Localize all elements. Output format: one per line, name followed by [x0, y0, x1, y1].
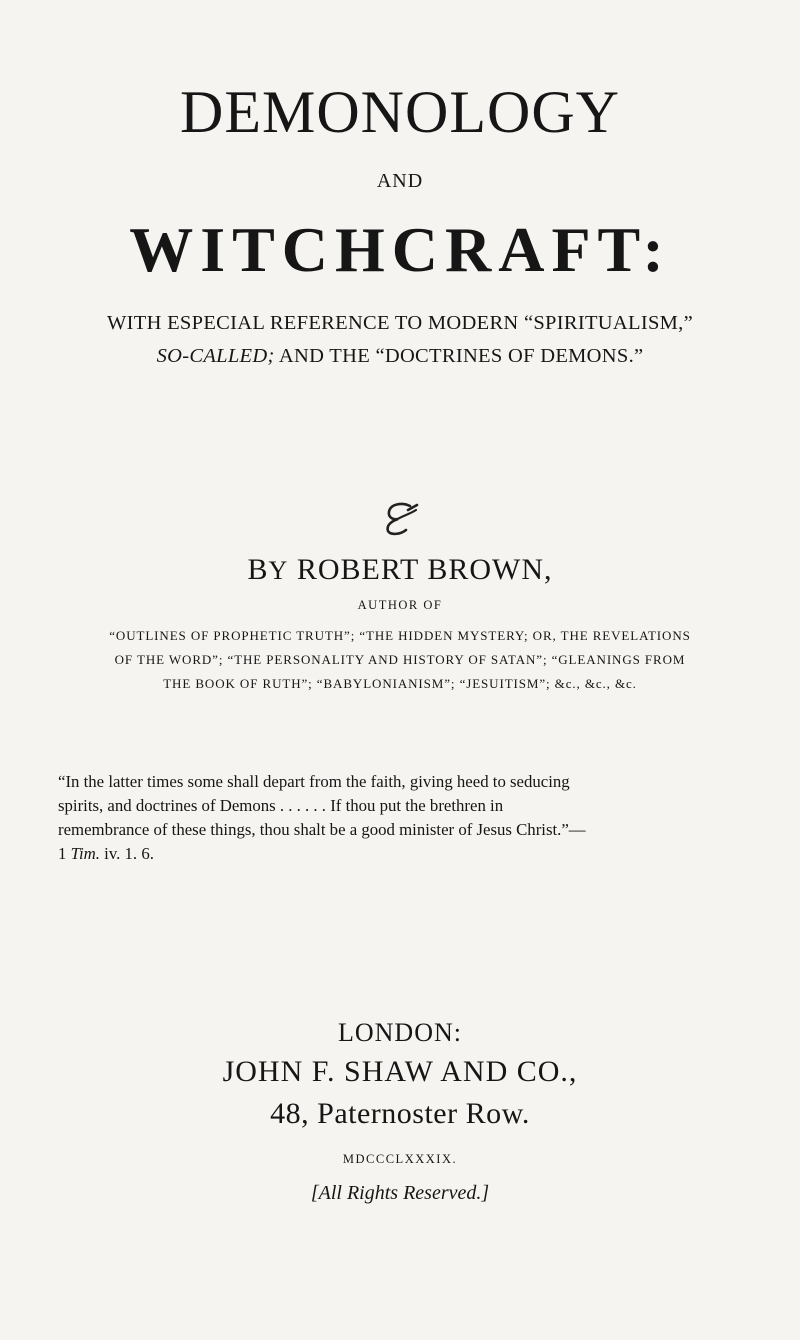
- quote-citation: [58, 842, 748, 866]
- book-title: DEMONOLOGY: [180, 79, 620, 145]
- title-conjunction: AND: [376, 170, 424, 192]
- subtitle-rest: AND THE “DOCTRINES OF DEMONS.”: [274, 345, 644, 367]
- rights-notice: [All Rights Reserved.]: [310, 1182, 490, 1204]
- imprint-year: MDCCCLXXXIX.: [342, 1152, 458, 1166]
- ampersand-flourish-icon: [380, 500, 420, 536]
- byline-by-capital: B: [247, 553, 269, 586]
- citation-book: Tim.: [70, 844, 100, 863]
- citation-number: 1: [58, 844, 71, 863]
- epigraph-quote: [58, 770, 748, 866]
- byline-by-small: Y: [268, 556, 289, 585]
- quote-line-3: remembrance of these things, thou shalt be a good minister of Jesus Christ.”—: [58, 820, 586, 839]
- author-name: ROBERT BROWN,: [288, 553, 553, 586]
- imprint-city: LONDON:: [338, 1018, 462, 1047]
- author-of-label: AUTHOR OF: [357, 598, 443, 612]
- works-line-1: “OUTLINES OF PROPHETIC TRUTH”; “THE HIDDEN MYSTERY; OR, THE REVELATIONS: [109, 628, 691, 643]
- works-line-3: THE BOOK OF RUTH”; “BABYLONIANISM”; “JESUITISM”; &c., &c., &c.: [163, 676, 637, 691]
- citation-verse: iv. 1. 6.: [99, 844, 154, 863]
- imprint-publisher: JOHN F. SHAW AND CO.,: [222, 1055, 578, 1088]
- imprint-address: 48, Paternoster Row.: [270, 1097, 530, 1130]
- byline: [0, 553, 800, 587]
- quote-line-2: spirits, and doctrines of Demons . . . . . . If thou put the brethren in: [58, 796, 504, 815]
- subtitle-italic: SO-CALLED;: [156, 345, 275, 367]
- works-list: [0, 624, 800, 696]
- works-line-2: OF THE WORD”; “THE PERSONALITY AND HISTORY OF SATAN”; “GLEANINGS FROM: [114, 652, 686, 667]
- subtitle-line-2: [0, 345, 800, 368]
- quote-line-1: “In the latter times some shall depart from the faith, giving heed to seducing: [58, 772, 570, 791]
- subtitle-line-1: WITH ESPECIAL REFERENCE TO MODERN “SPIRITUALISM,”: [106, 312, 694, 334]
- book-title-second: WITCHCRAFT:: [129, 214, 671, 285]
